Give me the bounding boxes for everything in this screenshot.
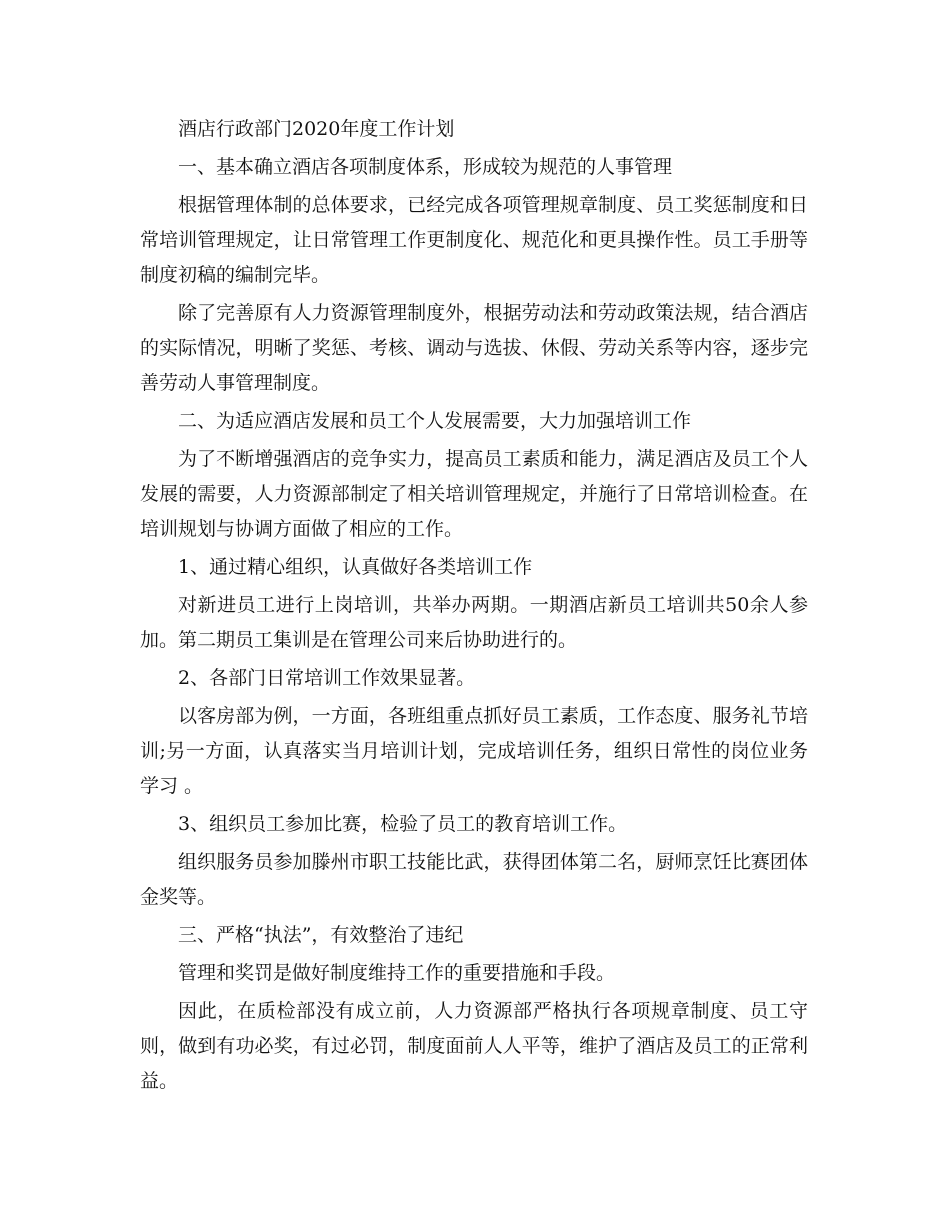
paragraph: 以客房部为例，一方面，各班组重点抓好员工素质，工作态度、服务礼节培训;另一方面，认真落实当月培训计划，完成培训任务，组织日常性的岗位业务学习 。 xyxy=(140,705,808,797)
paragraph: 为了不断增强酒店的竞争实力，提高员工素质和能力，满足酒店及员工个人发展的需要，人力资源部制定了相关培训管理规定，并施行了日常培训检查。在培训规划与协调方面做了相应的工作。 xyxy=(140,448,808,540)
paragraph: 管理和奖罚是做好制度维持工作的重要措施和手段。 xyxy=(178,962,616,984)
document-body xyxy=(140,112,808,1102)
paragraph: 因此，在质检部没有成立前，人力资源部严格执行各项规章制度、员工守则，做到有功必奖，有过必罚，制度面前人人平等，维护了酒店及员工的正常利益。 xyxy=(140,1000,808,1092)
subheading-3: 3、组织员工参加比赛，检验了员工的教育培训工作。 xyxy=(178,813,628,835)
paragraph: 根据管理体制的总体要求，已经完成各项管理规章制度、员工奖惩制度和日常培训管理规定，让日常管理工作更制度化、规范化和更具操作性。员工手册等制度初稿的编制完毕。 xyxy=(140,194,808,286)
subheading-1: 1、通过精心组织，认真做好各类培训工作 xyxy=(178,556,533,578)
paragraph: 对新进员工进行上岗培训，共举办两期。一期酒店新员工培训共50余人参加。第二期员工集训是在管理公司来后协助进行的。 xyxy=(140,594,808,651)
document-title: 酒店行政部门2020年度工作计划 xyxy=(178,118,455,140)
section-heading-1: 一、基本确立酒店各项制度体系，形成较为规范的人事管理 xyxy=(178,156,673,178)
section-heading-3: 三、严格“执法”，有效整治了违纪 xyxy=(178,924,464,946)
paragraph: 组织服务员参加滕州市职工技能比武，获得团体第二名，厨师烹饪比赛团体金奖等。 xyxy=(140,851,808,908)
subheading-2: 2、各部门日常培训工作效果显著。 xyxy=(178,667,476,689)
paragraph: 除了完善原有人力资源管理制度外，根据劳动法和劳动政策法规，结合酒店的实际情况，明晰了奖惩、考核、调动与选拔、休假、劳动关系等内容，逐步完善劳动人事管理制度。 xyxy=(140,302,808,394)
section-heading-2: 二、为适应酒店发展和员工个人发展需要，大力加强培训工作 xyxy=(178,410,692,432)
